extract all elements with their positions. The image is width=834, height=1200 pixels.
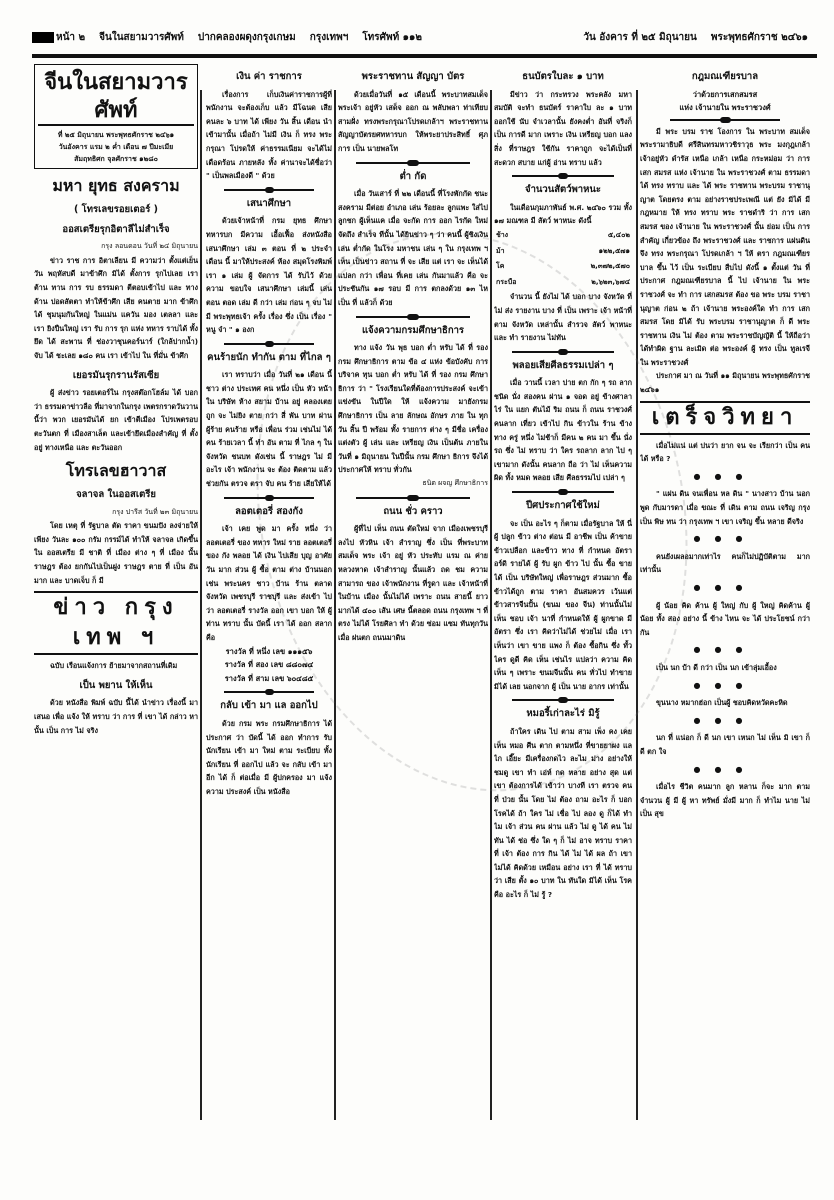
article-headline: กฎมณเฑียรบาล: [691, 71, 759, 82]
paper-phone: โทรศัพท์ ๑๑๒: [362, 31, 422, 43]
column-divider: [334, 90, 336, 1120]
page-marker-block: [32, 32, 54, 43]
proverb: ขุนนาง หมากฮ่อก เป็นผู้ ชอบคิดหวัดคะหิด: [656, 698, 788, 708]
ornamental-divider: [224, 497, 314, 499]
article-intro: ในเดือนกุมภาพันธ์ พ.ศ. ๒๔๖๐ รวม ทั้ง ๑๗ มณฑล มี สัตว์ พาหนะ ดังนี้: [494, 202, 632, 226]
article-headline: คนร้ายนัก ทำกัน ตาม ที่ไกล ๆ: [207, 351, 331, 363]
article-body: ถ้าใคร เดิน ไป ตาม สาม เพ็ง คง เคย เห็น หมอ ศีน ตาก ตามหนึ่ง ที่ขายยาผง แล ไก เอี๊ยะ มีเครื่องกดไว ละไม ม่าง อย่างให้ ชมดู เขา ทำ เอ่ห์ กด หลาย อย่าง สุด แต่ เขา ต้องการได้ เข้าว่า บางที เรา ตรวจ คน ที่ ป่วย นั้น โดย ไม่ ต้อง ถาม อะไร ก็ บอก โรคได้ ถ้า ใคร ไม่ เชื่อ ไป ลอง ดู ก็ได้ ทำ ไม เจ้า ส่วน คน ผ่าน แล้ว ไม่ ดู ได้ คน ไม่ ทัน ได้ ช่อ ซึ่ง ใด ๆ ก็ ไม่ อาจ ทราบ ราคา ที่ เจ้า ต้อง การ กิน ได้ ไม่ ได้ ผล ถ้า เขา ไม่ได้ คิดด้วย เหมือน อย่าง เรา ที่ ได้ ทราบ ว่า เสีย ตั้ง ๑๐ บาท ใน ทันใด มิได้ เห็น โรค คือ อะไร ก็ ไม่ รู้ ?: [494, 726, 632, 900]
proverb: คนยังเผลอมากเท่าไร คนก็ไม่ปฏิบัติตาม มากเท่านั้น: [640, 551, 810, 575]
table-row: [494, 259, 632, 275]
table-row: [494, 228, 632, 244]
article-body: ด้วยเจ้าหน้าที่ กรม ยุทธ ศึกษา ทหารบก มีความ เอื้อเฟื้อ ส่งหนังสือ เสนาศึกษา เล่ม ๓ ตอน ที่ ๒ ประจำ เดือน นี้ มาให้ประสงค์ ห้อง สมุดโรงพิมพ์ เรา ๑ เล่ม ผู้ จัดการ ได้ รับไว้ ด้วย ความ ขอบใจ เสนาศึกษา เล่มนี้ เล่น ตอน ตอด เล่ม ดี กว่า เล่ม ก่อน ๆ จบ ไม่ มี พระพุทธเจ้า ครั้ง เรื่อง ซึ่ง เป็น เรื่อง " หนู จำ " ๑ องก: [206, 216, 332, 335]
article-headline: พลอยเสียศีลธรรมเปล่า ๆ: [512, 359, 614, 371]
article-headline: พระราชทาน สัญญา บัตร: [361, 71, 465, 82]
article-dateline: กรุง ลอนดอน วันที่ ๒๔ มิถุนายน: [101, 242, 198, 251]
paper-city: กรุงเทพฯ: [309, 31, 349, 43]
ornamental-divider: [224, 691, 314, 693]
article-body: จำนวน นี้ ยังไม่ ได้ บอก บาง จังหวัด ที่ไม่ ส่ง รายงาน บาง ที่ เป็น เพราะ เจ้า หน้าที่ ตาม จังหวัด เหล่านั้น สำรวจ สัตว์ พาหนะ และ ทำ รายงาน ไม่ทัน: [494, 292, 632, 343]
article-headline: เยอรมันรุกรานรัสเซีย: [72, 369, 160, 381]
issue-era: พระพุทธศักราช ๒๔๖๑: [710, 31, 808, 43]
column-2: [206, 64, 332, 1140]
dot-separator: ●●●: [693, 583, 757, 592]
proverb: " แผ่น ดิน จนเพื่อน หล ดิน " นางสาว บ้าน นอก พูด กับมารดา เมื่อ ขณะ ที่ เดิน ตาม ถนน เจริญ กรุง เป็น พิษ ทน ว่า กรุงเทพ ฯ เขา เจริญ ขึ้น หลาย ดีจริง: [640, 489, 810, 526]
article-headline: หมอรี้เก่าละไร่ มิรู้: [526, 708, 600, 720]
column-5: [640, 64, 810, 1140]
column-3: [338, 64, 488, 1140]
article-body: ผู้ ส่งข่าว รอยเตอร์ใน กรุงสต๊อกโฮล์ม ได้ บอก ว่า ธรรมดาข่าวลือ ที่มาจากในกรุง เพตรกราดวันวาน นี้ว่า พวก เยอรมันได้ ยก เข้าตีเมือง โปรเพตรอบ ตะวันตก ที่ เมืองสาเล็ต และเข้ายึดเมืองสำคัญ ที่ ตั้งอยู่ ทางเหนือ และ ตะวันออก: [34, 388, 198, 452]
proverb: นก ที่ แน่อก ก็ ดี นก เขา เหนก ไม่ เห็น มิ เขา ก็ ดี ตก ใจ: [640, 733, 810, 756]
dot-separator: ●●●: [693, 764, 757, 774]
war-section-subtitle: ( โทรเลขรอยเตอร์ ): [74, 204, 158, 215]
article-body: มีข่าว ว่า กระทรวง พระคลัง มหา สมบัติ จะทำ ธนบัตร์ ราคาใบ ละ ๑ บาท ออกใช้ นับ จำเวลานั้น ยังคงต่ำ อันที่ จริงก็ เป็น การดี มาก เพราะ เงิน เหรียญ บอก แลง สิ่ง ที่ราษฎร ใช้กัน ราคาถูก จะได้เป็นที่สะดวก สบาย แก่ผู้ อ่าน ทราบ แล้ว: [494, 89, 632, 167]
article-body: ด้วยเมื่อวันที่ ๑๕ เดือนนี้ พระบาทสมเด็จ พระเจ้า อยู่หัว เสด็จ ออก ณ พลับพลา ท่าเทียบสามฝั่ง ทรงพระกรุณาโปรดเกล้าฯ พระราชทาน สัญญาบัตรยศทหารบก ให้พระยาประสิทธิ์ ศุภการ เป็น นายพลโท: [338, 89, 488, 153]
page-header: [32, 28, 822, 46]
column-4: [494, 64, 632, 1140]
article-body: เมื่อ วานนี้ เวลา บ่าย ตก กัก ๆ รถ ลาก ชนิด นั่ง สองคน ผ่าน ๑ จอด อยู่ ข้างศาลาไร่ ใน แยก ตันไม้ ริม ถนน ก็ ถนน ราชวงศ์ คนลาก เที่ยว เข้าไป กิน ข้าวใน ร้าน ข้างทาง ครู่ หนึ่ง ไม่ช้าก็ มีคน ๒ คน มา ขึ้น นั่ง รถ ซึ่ง ไม่ ทราบ ว่า ใคร รถลาก ลาก ไป ๆ เขามาก ดังนั้น คนลาก ถือ ว่า ไม่ เห็นความ ผิด ทั้ง หมด พลอย เสีย ศีลธรรมไป เปล่า ๆ: [494, 378, 632, 483]
article-body: จะ เป็น อะไร ๆ ก็ตาม เมื่อรัฐบาล ให้ นี่ ผู้ ปลูก ข้าว ต่าง ต่อน มี อาชีพ เป็น ค้าขาย ข้าวเปลือก และข้าว ทาง ที่ กำหนด อัตราอร์ดิ รายได้ ผู้ รับ ผูก ข้าว ไป นั้น ซื้อ ขายได้ เป็น บริษัทใหญ่ เพื่อราษฎร ส่วนมาก ซื้อข้าวได้ถูก ตาม ราคา อันสมควร เว้นแต่ ข้าวสารจีนปั้น (ขนม ของ จีน) ท่านนั้นไม่ เห็น ชอบ เจ้า นาที่ กำหนดให้ ผู้ ผูกขาด มี อัตรา ซึ่ง เรา คิดว่าไม่ได้ ช่วยไม่ เมื่อ เรา เห็นว่า เขา ขาย แพง ก็ ต้อง ซื้อกิน ซึ่ง ทั้ว ไคร ดูดี คิด เห็น เช่นไร แปลว่า ความ คิด เห็น ๆ เพราะ ขนมจีนนั้น คน ทั่วไป ทำขายมิได้ เลย นอกจาก ผู้ เป็น นาย อากร เท่านั้น: [494, 518, 632, 691]
ornamental-divider: [512, 351, 614, 353]
dot-separator: ●●●: [693, 715, 757, 725]
article-body: ด้วย กรม พระ กรมศึกษาธิการ ได้ประกาศ ว่า บัดนี้ ได้ ออก ทำการ รับ นักเรียน เข้า มา ใหม่ ตาม ระเบียบ ทั้ง นักเรียน ที่ ออกไป แล้ว จะ กลับ เข้า มา อีก ได้ ก็ ต่อเมื่อ มี ผู้ปกครอง มา แจ้ง ความ ประสงค์ เป็น หนังสือ: [206, 718, 332, 796]
article-headline: ต่ำ กัด: [399, 170, 427, 182]
nameplate-era-line: สัมฤทธิศก จุลศักราช ๑๒๘๐: [74, 155, 158, 163]
article-dateline: กรุง ปารีส วันที่ ๒๓ มิถุนายน: [112, 507, 198, 516]
rule: [670, 119, 780, 121]
article-headline: ลอตเตอรี่ สองกัง: [235, 505, 303, 517]
dot-separator: ●●●: [693, 645, 757, 655]
lottery-prize-1: รางวัล ที่ หนึ่ง เลข ๑๑๑๕๖: [225, 646, 313, 656]
article-headline: เงิน ค่า ราชการ: [236, 71, 302, 82]
ornamental-divider: [224, 189, 314, 191]
article-body: มี พระ บรม ราช โองการ ใน พระบาท สมเด็จ พระรามาธิบดี ศรีสินทรมหาวชิราวุธ พระ มงกุฎเกล้าเจ้าอยู่หัว ดำรัส เหนือ เกล้า เหนือ กระหม่อม ว่า การ เสก สมรส แห่ง เจ้านาย ใน พระราชวงศ์ ตาม ธรรมดา ได้ ทรง ทราบ และ ได้ พระ ราชทาน พระบรม ราชานุญาต โดยตรง ตาม อย่างราชประเพณี แต่ ยัง มิได้ มี กฎหมาย ให้ ทรง ทราบ พระ ราชดำริ ว่า การ เสก สมรส ของ เจ้านาย ใน พระราชวงศ์ นั้น ย่อม เป็น การ สำคัญ เกี่ยวข้อง ถึง พระราชวงศ์ และ ราชการ แผ่นดิน จึง ทรง พระกรุณา โปรดเกล้า ฯ ให้ ตรา กฎมณเฑียรบาล ขึ้น ไว้ เป็น ระเบียบ สืบไป ดังนี้ ๑ ตั้งแต่ วัน ที่ ประกาศ กฎมณเฑียรบาล นี้ ไป เจ้านาย ใน พระราชวงศ์ จะ ทำ การ เสกสมรส ต้อง ขอ พระ บรม ราชานุญาต ก่อน ๒ ถ้า เจ้านาย พระองค์ใด ทำ การ เสก สมรส โดย มิได้ รับ พระบรม ราชานุญาต ก็ ดี พระ ราชทาน เงิน ไม่ ต้อง ตาม พระราชบัญญัติ นี้ ให้ถือว่าได้ทำผิด ฐาน ละเมิด ต่อ พระองค์ ผู้ ทรง เป็น ทูลเรจี ใน พระราชวงศ์: [640, 126, 810, 367]
dot-separator: ●●●: [693, 680, 757, 690]
article-headline: เป็น พยาน ให้เห็น: [79, 679, 153, 691]
ornamental-divider: [356, 316, 470, 318]
article-headline: ถนน ชั่ว คราว: [383, 505, 443, 517]
column-1: [34, 64, 198, 1140]
article-intro: ฉบับ เรือนแจ้งการ ย้ายมาจากสถานที่เดิม: [50, 661, 178, 671]
article-headline: เสนาศึกษา: [246, 197, 292, 209]
ornamental-divider: [512, 175, 614, 177]
article-body: เมื่อ วันเสาร์ ที่ ๒๒ เดือนนี้ ที่โรงพักกัด ชนะ สงคราม มีต่อย อำเภอ เล่น ร้อยละ ลูกแพะ ใส่ไป ลูกชก ผู้เห็นแค เมื่อ จะกัด การ ออก ไรกัด ใหม่ จัดถึง สำเร็จ ทีนั้น ได้ยินข่าว ๆ ว่า คนนี้ ผู้ชิงเงิน เล่น ต่ำกัด ในโรง มหาชน เล่น ๆ ใน กรุงเทพ ฯ เห็น เป็นข่าว สถาน ที่ จะ เสีย แต่ เรา จะ เห็นได้ แปลก กว่า เพื่อน ที่เคย เล่น กันมาแล้ว คือ จะ ประชันกัน ๑๗ รอบ มี การ ตกลงด้วย ๑๓ ไห เป็น ที่ แล้วก็ ด้วย: [338, 189, 488, 307]
column-divider: [490, 90, 492, 1120]
table-value: ๕,๔๐๒: [607, 230, 630, 239]
livestock-table: [494, 228, 632, 290]
article-signature: ธนิต ผจญ ศึกษาธิการ: [422, 479, 488, 488]
bangkok-news-banner: ข่าว กรุง เทพ ฯ: [34, 591, 198, 655]
lottery-prize-2: รางวัล ที่ สอง เลข ๘๘๐๗๔: [224, 660, 314, 670]
article-headline: โทรเลขฮาวาส: [65, 461, 167, 481]
column-divider: [636, 90, 638, 1120]
ornamental-divider: [512, 699, 614, 701]
article-body: ทาง แจ้ง วัน พุธ บอก ต่ำ หรับ ได้ ที่ รอง กรม ศึกษาธิการ ตาม ข้อ ๔ แห่ง ข้อบังคับ การ บริจาค ทุน บอก ต่ำ หรับ ได้ ที่ รอง กรม ศึกษา ธิการ ว่า " โรงเรียนใดที่ต้องการประสงค์ จะเข้า แข่งขัน ในปีใด ให้ แจ้งความ มายังกรมศึกษาธิการ เป็น ลาย ลักษณ อักษร ภาย ใน ทุกวัน สิ้น ปี พร้อม ทั้ง รายการ ต่าง ๆ มีชื่อ เครื่อง แต่งตัว ผู้ เล่น และ เหรียญ เงิน เป็นต้น ภายในวันที่ ๑ มิถุนายน ในปีนั้น กรม ศึกษา ธิการ จึงได้ประกาศให้ ทราบ ทั่วกัน: [338, 343, 488, 475]
article-subheadline: จลาจล ในออสเตรีย: [76, 489, 156, 501]
article-headline: ออสเตรียรุกอิตาลีไม่สำเร็จ: [62, 223, 170, 235]
table-row: [494, 275, 632, 291]
article-body: ด้วย หนังสือ พิมพ์ ฉบับ นี้ได้ นำข่าว เรื่องนี้ มาเสนอ เพื่อ แจ้ง ให้ ทราบ ว่า การ ที่ เขา ได้ กล่าว หา นั้น เป็น การ ไม่ จริง: [34, 698, 198, 735]
article-headline: แจ้งความกรมศึกษาธิการ: [361, 324, 465, 336]
nameplate-date-line: ที่ ๒๕ มิถุนายน พระพุทธศักราช ๒๔๖๑: [57, 131, 175, 139]
paper-address: ปากคลองผดุงกรุงเกษม: [197, 31, 296, 43]
table-value: ๑๒๒,๕๗๑: [598, 246, 630, 255]
article-body: ผู้ที่ไป เห็น ถนน ตัดใหม่ จาก เมืองเพชรบุรี ลงไป หัวหิน เจ้า สำราญ ซึ่ง เป็น ที่พระบาท สมเด็จ พระ เจ้า อยู่ หัว ประทับ แรม ณ ค่ายหลวงหาด เจ้าสำราญ นั้นแล้ว ถด ชม ความ สามารถ ของ เจ้าพนักงาน ที่รูดา และ เจ้าหน้าที่ ในบ้าน เมือง นั้นไม่ได้ เพราะ ถนน สายนี้ ยาวมากได้ ๔๐๐ เส้น เศษ นี้ตลอด ถนน กรุงเทพ ฯ ที่ ตรง ไม่ได้ โรยศิลา ทำ ด้วย ซ่อม แซม ทันทุกวัน เมื่อ ฝนตก ถนนมาดิน: [338, 524, 488, 642]
table-value: ๒,๓๗๒,๕๗๐: [590, 262, 630, 271]
nameplate: [34, 64, 198, 169]
header-rule: [32, 54, 817, 58]
article-footer: ประกาศ มา ณ วันที่ ๑๑ มิถุนายน พระพุทธศักราช ๒๔๖๑: [640, 371, 810, 395]
war-section-title: มหา ยุทธ สงคราม: [52, 176, 180, 195]
proverb: เมื่อไร ชีวิต คนมาก ลูก หลาน ก็จะ มาก ตาม จำนวน ผู้ มี ผู้ หา ทรัพย์ มั่งมี มาก ก็ ทำไม นาย ไม่ เป็น สุข: [640, 782, 810, 819]
article-subheadline: แห่ง เจ้านายใน พระราชวงศ์: [679, 103, 771, 113]
paper-name: จีนในสยามวารศัพท์: [99, 31, 184, 43]
article-subheadline: ว่าด้วยการเสกสมรส: [692, 89, 758, 99]
article-headline: ปีศประกาศใช้ใหม่: [526, 500, 600, 512]
ornamental-divider: [356, 162, 470, 164]
issue-date: วัน อังคาร ที่ ๒๕ มิถุนายน: [583, 31, 697, 43]
page-number: หน้า ๒: [56, 31, 86, 43]
dot-separator: ●●●: [693, 471, 757, 481]
article-body: เรื่องการ เก็บเงินค่าราชการผู้ที่พนักงาน จะต้องเก็บ แล้ว มีโฉนด เสีย คนละ ๖ บาท ได้ เพียง วัน สิ้น เดือน นำเข้ามานั้น เมื่อถ้า ไม่มี เงิน ก็ ทรง พระกรุณา โปรดให้ ค่าธรรมเนียม จะได้ไม่เดือดร้อน ภายหลัง ทั้ง ค่านาจะได้ชื่อว่า " เป็นพลเมืองดี " ด้วย: [206, 89, 332, 181]
ornamental-divider: [356, 497, 470, 499]
proverb: เมื่อไม่แน่ แต่ บ่นว่า ยาก จน จะ เรียกว่า เป็น คน ได้ หรือ ?: [640, 440, 810, 464]
article-body: เรา ทราบว่า เมื่อ วันที่ ๒๑ เดือน นี้ ชาว ต่าง ประเทศ คน หนึ่ง เป็น หัว หน้า ใน บริษัท ห้าง สยาม บ้าน อยู่ คลองเตย ถูก จะ ไม่ยิง ตาย กว่า สี่ พัน บาท ผ่าน ผู้ร้าย คนร้าย หรือ เพื่อน ร่วม เช่นไม่ ได้ คน ร้ายเวลา นี้ ทำ อัน ตาม ที่ ไกล ๆ ใน จังหวัด ชนบท ดังเช่น นี้ ราษฎร ไม่ มี อะไร เจ้า พนักงาน จะ ต้อง ติดตาม แล้ว ช่วยกัน ตรวจ ตรา จับ คน ร้าย เสียให้ได้: [206, 370, 332, 489]
article-body: เจ้า เคย พูด มา ครั้ง หนึ่ง ว่า ลอตเตอรี่ ของ ทหาร ใหม่ ราย ลอตเตอรี่ ของ กัง พลอย ได้ เงิน ไปเสีย บุญ อาศัย วัน มาก ส่วน ผู้ ซื้อ ตาม ต่าง บ้านนอก เช่น พระนคร ชาว บ้าน ร้าน ตลาด จังหวัด เพชรบุรี ราชบุรี และ ส่งเข้า ไป ว่า ลอตเตอรี่ รางวัล ออก เขา บอก ให้ ผู้ ท่าน ทราบ นั้น บัดนี้ เรา ได้ ออก สลาก คือ: [206, 524, 332, 642]
proverb: เป็น นก บ้า ดี กว่า เป็น นก เข้าลุ่มเอื้อง: [656, 662, 777, 672]
article-body: โดย เหตุ ที่ รัฐบาล ตัด ราคา ขนมปัง ลงจ่ายให้เพียง วันละ ๑๐๐ กรัม กรรม์ได้ ทำให้ จลาจล เกิดขึ้นใน ออสเตรีย มี ชาติ ที่ เมือง ต่าง ๆ ที่ เมือง นั้น ราษฎร ต้อง ยกกันไปเป็นฝูง ราษฎร ตาย ที่ เป็น อัน มาก และ บาดเจ็บ ก็ มี: [34, 521, 198, 585]
table-label: ม้า: [496, 246, 505, 255]
column-divider: [200, 90, 202, 1120]
table-label: โค: [496, 262, 505, 271]
lottery-prize-3: รางวัล ที่ สาม เลข ๖๐๔๘๕: [224, 673, 314, 683]
article-body: ข่าว ราช การ อิตาเลียน มี ความว่า ตั้งแต่เย็น วัน พฤหัสบดี มาข้าศึก มิได้ ตั้งการ รุกไปเลย เรา ต้าน ทาน การ รบ ธรรมดา ตีตอบเข้าไป และ ทาง ด้าน ปอดสัตตา ทำให้ข้าศึก เสีย คนตาย มาก ข้าศึก ได้ ชุมนุมกันใหญ่ ในแม่น แควัน มอง เตลลา และ เรา ยิงปืนใหญ่ เรา รับ การ รุก แห่ง ทหาร ราบได้ ทั้ง ยึด ได้ สะพาน ที่ ช่องวาชุนคอร์นาร์ (ใกล้ปากน้ำ) จับ ได้ ชะเลย ๑๘๐ คน เรา เข้าไป ใน ที่มั่น ข้าศึก: [34, 255, 198, 360]
table-label: ช้าง: [496, 230, 509, 239]
nameplate-title: จีนในสยามวารศัพท์: [38, 68, 194, 126]
table-row: [494, 244, 632, 260]
article-headline: กลับ เข้า มา แล ออกไป: [220, 700, 318, 712]
table-label: กระบือ: [496, 277, 517, 286]
proverb: ผู้ น้อย คิด ค้าน ผู้ ใหญ่ กับ ผู้ ใหญ่ คิดค้าน ผู้ น้อย ทั้ง สอง อย่าง นี้ ข้าง ไหน จะ ได้ ประโยชน์ กว่ากัน: [640, 600, 810, 637]
table-value: ๒,๖๒๓,๖๗๔: [591, 277, 630, 286]
miscellany-banner: เตร็จวิทยา: [640, 401, 810, 435]
ornamental-divider: [224, 343, 314, 345]
article-headline: จำนวนสัตว์พาหนะ: [525, 184, 601, 196]
article-headline: ธนบัตรใบละ ๑ บาท: [522, 71, 604, 82]
dot-separator: ●●●: [693, 534, 757, 544]
ornamental-divider: [512, 491, 614, 493]
nameplate-lunar-line: วันอังคาร แรม ๒ ค่ำ เดือน ๗ ปีมะเมีย: [58, 143, 174, 151]
